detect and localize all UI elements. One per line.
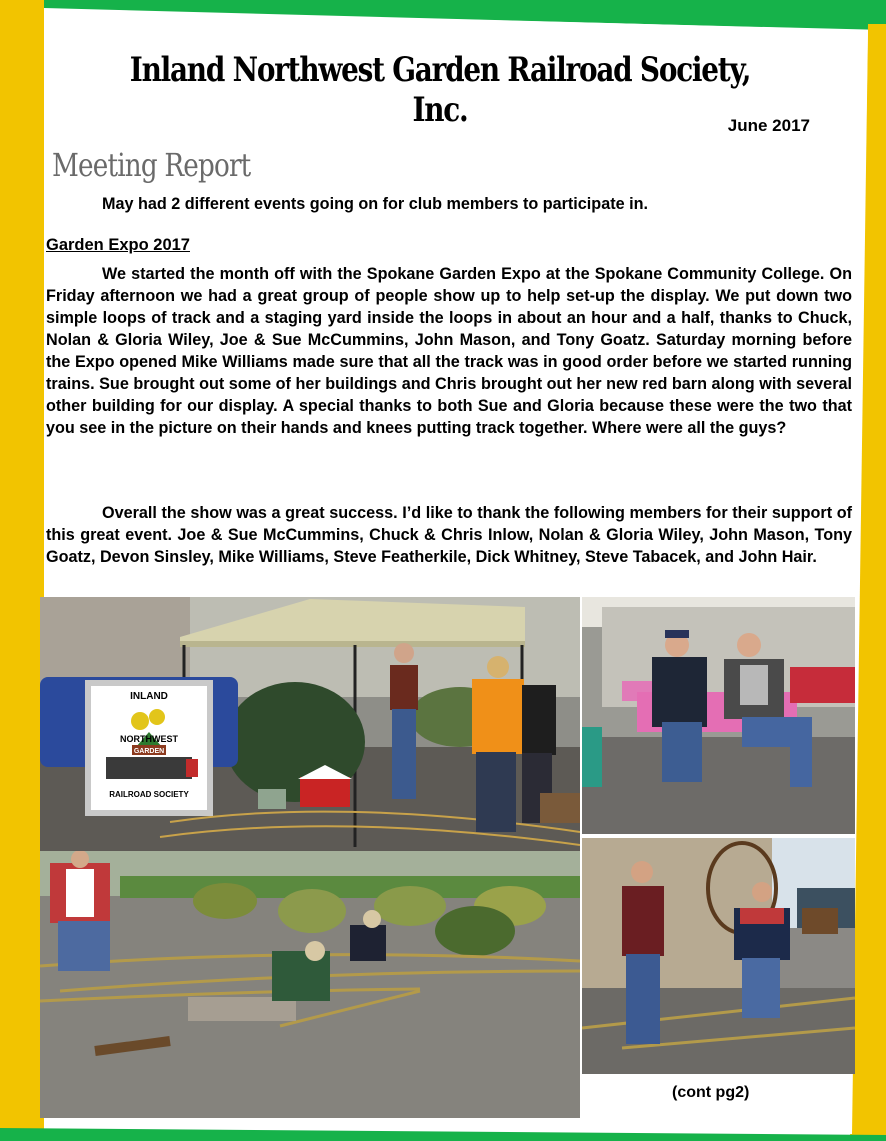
- sign-text-line-1: INLAND: [130, 691, 168, 702]
- page-title: Inland Northwest Garden Railroad Society, Inc.: [129, 50, 751, 130]
- photo-expo-display: [40, 597, 580, 851]
- continued-caption: (cont pg2): [672, 1084, 750, 1101]
- article-paragraph-1: We started the month off with the Spokane Garden Expo at the Spokane Community College. On Friday afternoon we had a great group of people show up to help set-up the display. We put down two simple loops of track and a staging yard inside the loops in about an hour and a half, thanks to Chuck, Nolan & Gloria Wiley, Joe & Sue McCummins, John Mason, and Tony Goatz. Saturday morning before the Expo opened Mike Williams made sure that all the track was in good order before we started running trains. Sue brought out some of her buildings and Chris brought out her new red barn along with several other building for our display. A special thanks to both Sue and Gloria because these were the two that you see in the picture on their hands and knees putting track together. Where were all the guys?: [46, 265, 852, 437]
- section-heading: Meeting Report: [52, 146, 251, 184]
- photo-two-men-standing: [582, 838, 855, 1074]
- issue-date: June 2017: [727, 116, 810, 135]
- sign-text-line-4: RAILROAD SOCIETY: [109, 790, 189, 799]
- article-subheading: Garden Expo 2017: [46, 236, 190, 254]
- photo-laying-track: [40, 851, 580, 1118]
- sign-text-line-3: GARDEN: [133, 748, 165, 755]
- sign-text-line-2: NORTHWEST: [120, 734, 178, 744]
- article-paragraph-2: Overall the show was a great success. I’d like to thank the following members for their support of this great event. Joe & Sue McCummins, Chuck & Chris Inlow, Nolan & Gloria Wiley, John Mason, Tony Goatz, Devon Sinsley, Mike Williams, Steve Featherkile, Dick Whitney, Steve Tabacek, and John Hair.: [46, 504, 852, 566]
- intro-text: May had 2 different events going on for club members to participate in.: [102, 195, 648, 213]
- photo-bench: [582, 597, 855, 834]
